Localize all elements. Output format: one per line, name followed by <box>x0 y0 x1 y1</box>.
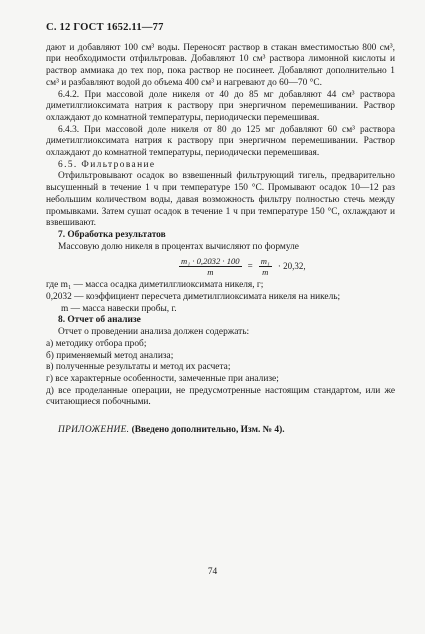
list-item: в) полученные результаты и метод их расчета; <box>46 362 231 373</box>
legend-line-m1: где m₁ — масса осадка диметилглиоксимата никеля, г; <box>46 280 264 291</box>
page-header: С. 12 ГОСТ 1652.11—77 <box>46 22 164 33</box>
formula-equals: = <box>247 261 253 271</box>
list-item: д) все проделанные операции, не предусмотренные настоящим стандартом, или же считающиеся побочными. <box>46 385 395 408</box>
page-number: 74 <box>207 567 218 577</box>
list-item: а) методику отбора проб; <box>46 338 147 349</box>
formula-denominator-1: m <box>207 267 214 278</box>
paragraph-6-4-2: 6.4.2. При массовой доле никеля от 40 до 85 мг добавляют 44 см³ раствора диметилглиоксимата натрия к раствору при энергичном перемешивании. Раствор охлаждают до комнатной температуры, периодически перемешивая. <box>46 89 395 123</box>
formula-numerator-1: m₁ · 0,2032 · 100 <box>181 256 240 267</box>
paragraph-6-4-3: 6.4.3. При массовой доле никеля от 80 до 125 мг добавляют 60 см³ раствора диметилглиоксимата натрия к раствору при энергичном перемешивании. Раствор охлаждают до комнатной температуры, периодически перемешивая. <box>46 124 395 159</box>
formula-denominator-2: m <box>262 267 269 278</box>
formula-tail: · 20,32, <box>277 261 306 271</box>
list-item: г) все характерные особенности, замеченные при анализе; <box>46 373 279 384</box>
report-list <box>46 339 395 409</box>
legend-line-m: m — масса навески пробы, г. <box>61 303 177 314</box>
list-item: б) применяемый метод анализа; <box>46 350 174 361</box>
annex-text: (Введено дополнительно, Изм. № 4). <box>129 425 285 436</box>
section-8-title: 8. Отчет об анализе <box>58 315 141 326</box>
legend-line-coefficient: 0,2032 — коэффициент пересчета диметилглиоксимата никеля на никель; <box>46 292 341 303</box>
section-7-title: 7. Обработка результатов <box>58 229 166 240</box>
formula-fraction-2 <box>259 256 272 277</box>
paragraph-continuation: дают и добавляют 100 см³ воды. Переносят раствор в стакан вместимостью 800 см³, при необходимости отфильтровав. Добавляют 10 см³ раствора лимонной кислоты и раствор аммиака до тех пор, пока раствор не посинеет. Добавляют дополнительно 1 см³ и разбавляют водой до объема 400 см³ и нагревают до 60—70 °C. <box>46 42 395 88</box>
paragraph-8: Отчет о проведении анализа должен содержать: <box>58 327 250 338</box>
formula-legend <box>46 280 395 315</box>
nickel-formula <box>176 256 395 277</box>
annex-note <box>46 425 395 437</box>
paragraph-7: Массовую долю никеля в процентах вычисляют по формуле <box>58 241 299 252</box>
annex-label: ПРИЛОЖЕНИЕ. <box>58 425 130 436</box>
formula-fraction-1 <box>179 256 242 277</box>
paragraph-6-5: Отфильтровывают осадок во взвешенный фильтрующий тигель, предварительно высушенный в течение 1 ч при температуре 150 °C. Промывают осадок 10—12 раз небольшим количеством воды, давая возможность фильтру полностью стечь между промывками. Затем сушат осадок в течение 1 ч при температуре 150 °C, охлаждают и взвешивают. <box>46 171 395 229</box>
formula-numerator-2: m₁ <box>260 256 270 267</box>
section-6-5-title: 6.5. Фильтрование <box>58 159 156 170</box>
